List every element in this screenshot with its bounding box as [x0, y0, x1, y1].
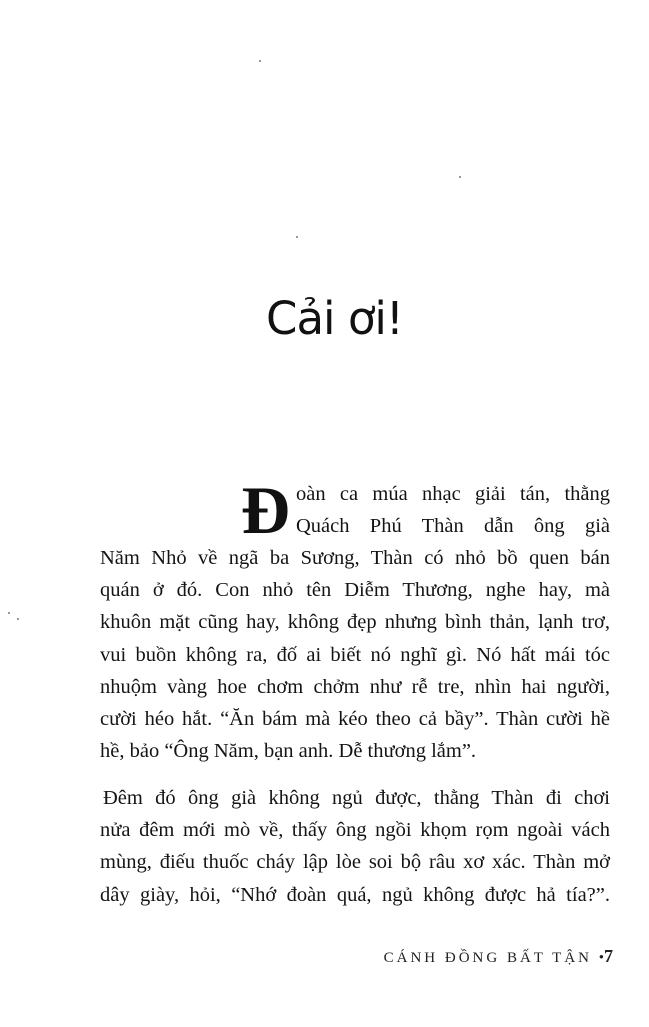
scan-speck — [8, 612, 10, 614]
paragraph-line: Năm Nhỏ về ngã ba Sương, Thàn có nhỏ bồ quen bán — [100, 547, 610, 569]
scan-speck — [296, 236, 298, 238]
paragraph-line: cười héo hắt. “Ăn bám mà kéo theo cả bầy”. Thàn cười hề — [100, 708, 610, 731]
paragraph-line: nhuộm vàng hoe chơm chởm như rễ tre, nhìn hai người, — [100, 675, 610, 698]
paragraph-line: dây giày, hỏi, “Nhớ đoàn quá, ngủ không được hả tía?”. — [100, 883, 610, 906]
running-title: CÁNH ĐỒNG BẤT TẬN — [383, 950, 592, 966]
paragraph-line: vui buồn không ra, đố ai biết nó nghĩ gì. Nó hất mái tóc — [100, 643, 610, 666]
paragraph-line: nửa đêm mới mò về, thấy ông ngồi khọm rọm ngoài vách — [100, 819, 610, 842]
paragraph-line: mùng, điếu thuốc cháy lập lòe soi bộ râu xơ xác. Thàn mở — [100, 851, 610, 874]
page-number: 7 — [604, 946, 613, 966]
chapter-title: Cải ơi! — [266, 292, 403, 345]
paragraph-line: quán ở đó. Con nhỏ tên Diễm Thương, nghe hay, mà — [100, 579, 610, 602]
paragraph-line: hề, bảo “Ông Năm, bạn anh. Dễ thương lắm”. — [100, 740, 477, 763]
footer-separator: • — [598, 950, 604, 966]
drop-cap: Đ — [241, 472, 291, 548]
scan-speck — [17, 618, 19, 620]
paragraph-2 — [100, 782, 610, 911]
running-footer — [384, 946, 613, 967]
scan-speck — [259, 60, 261, 62]
scan-speck — [459, 176, 461, 178]
paragraph-line: Quách Phú Thàn dẫn ông già — [296, 515, 610, 537]
paragraph-line: oàn ca múa nhạc giải tán, thằng — [296, 483, 610, 505]
paragraph-line: Đêm đó ông già không ngủ được, thằng Thàn đi chơi — [103, 787, 610, 809]
paragraph-line: khuôn mặt cũng hay, không đẹp nhưng bình thản, lạnh trơ, — [100, 611, 610, 634]
paragraph-1 — [100, 472, 610, 767]
